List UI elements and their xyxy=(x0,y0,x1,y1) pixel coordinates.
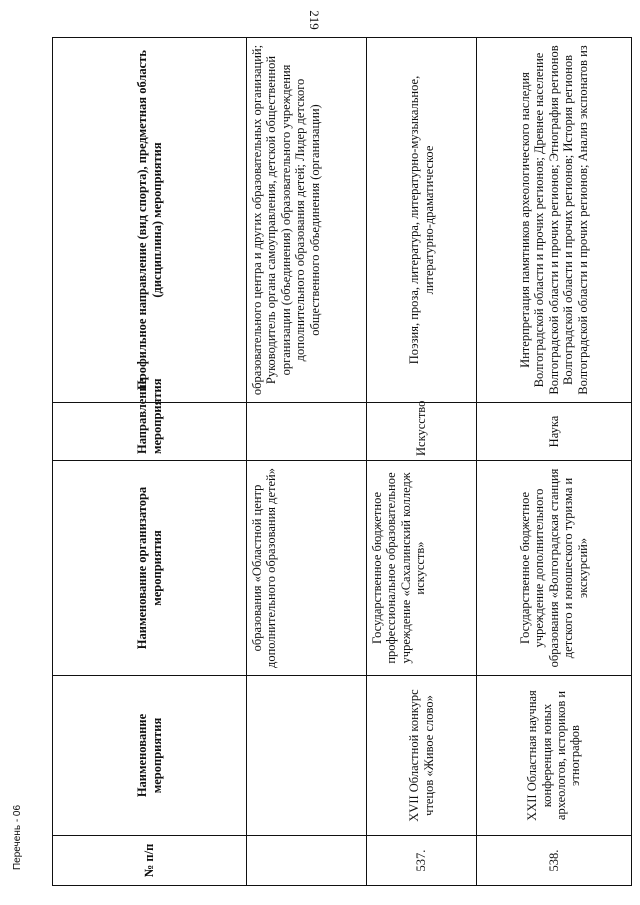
table-row xyxy=(247,38,367,886)
rotated-table-container xyxy=(52,38,632,886)
header-profile: Профильное направление (вид спорта), предметная область (дисциплина) мероприятия xyxy=(53,38,247,403)
footer-wrap xyxy=(8,804,28,890)
row-organizer: Государственное бюджетное учреждение дополнительного образования «Волгоградская станция детского и юношеского туризма и экскурсий» xyxy=(477,461,632,676)
row-event: XXII Областная научная конференция юных археологов, историков и этнографов xyxy=(477,676,632,836)
header-direction: Направление мероприятия xyxy=(53,403,247,461)
row-profile: Интерпретация памятников археологического наследия Волгоградской области и прочих регионов; Древнее население Волгоградской области и прочих регионов; Этнография регионов Волгоградской области и прочих регионов; История регионов Волгоградской области и прочих регионов; Анализ экспонатов из xyxy=(477,38,632,403)
header-organizer: Наименование организатора мероприятия xyxy=(53,461,247,676)
row-direction: Наука xyxy=(477,403,632,461)
row-organizer: образования «Областной центр дополнительного образования детей» xyxy=(247,461,367,676)
document-table-area xyxy=(52,38,632,886)
header-event: Наименование мероприятия xyxy=(53,676,247,836)
row-direction: Искусство xyxy=(367,403,477,461)
table-row xyxy=(477,38,632,886)
table-row xyxy=(367,38,477,886)
events-table xyxy=(52,37,632,886)
row-profile: Поэзия, проза, литература, литературно-музыкальное, литературно-драматическое xyxy=(367,38,477,403)
row-num xyxy=(247,836,367,886)
row-direction xyxy=(247,403,367,461)
table-header-row xyxy=(53,38,247,886)
row-num: 538. xyxy=(477,836,632,886)
row-event xyxy=(247,676,367,836)
header-num: № п/п xyxy=(53,836,247,886)
footer-text: Перечень - 06 xyxy=(12,804,23,870)
page-number: 219 xyxy=(306,10,322,30)
row-profile: образовательного центра и других образовательных организаций; Руководитель органа самоуправления, детской общественной организации (объединения) образовательного учреждения дополнительного образования детей; Лидер детского общественного объединения (организации) xyxy=(247,38,367,403)
row-organizer: Государственное бюджетное профессиональное образовательное учреждение «Сахалинский колледж искусств» xyxy=(367,461,477,676)
row-num: 537. xyxy=(367,836,477,886)
row-event: XVII Областной конкурс чтецов «Живое слово» xyxy=(367,676,477,836)
